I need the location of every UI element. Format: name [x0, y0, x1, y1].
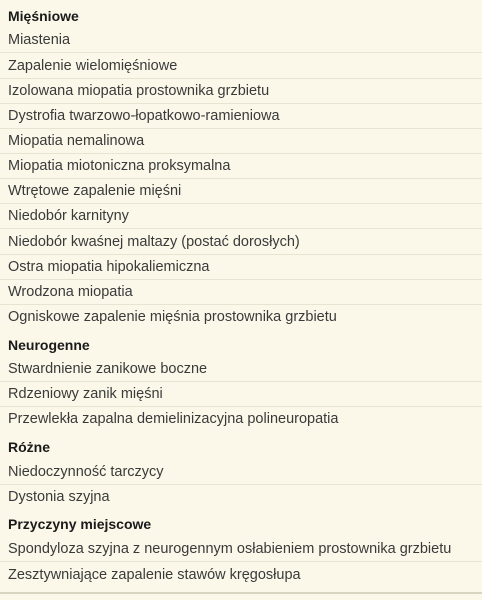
list-item: Stwardnienie zanikowe boczne: [0, 357, 482, 382]
list-item: Niedobór kwaśnej maltazy (postać dorosłych): [0, 230, 482, 255]
list-item: Dystrofia twarzowo-łopatkowo-ramieniowa: [0, 104, 482, 129]
list-item: Spondyloza szyjna z neurogennym osłabieniem prostownika grzbietu: [0, 537, 482, 562]
list-item: Ostra miopatia hipokaliemiczna: [0, 255, 482, 280]
list-item: Izolowana miopatia prostownika grzbietu: [0, 79, 482, 104]
section-heading-other: Różne: [8, 439, 50, 455]
list-item: Miopatia nemalinowa: [0, 129, 482, 154]
list-item: Rdzeniowy zanik mięśni: [0, 382, 482, 407]
section-heading-local-causes: Przyczyny miejscowe: [8, 516, 152, 532]
list-item: Niedobór karnityny: [0, 204, 482, 229]
section-heading-muscular: Mięśniowe: [8, 8, 79, 24]
list-item: Zesztywniające zapalenie stawów kręgosłupa: [8, 567, 301, 583]
list-item: Niedoczynność tarczycy: [0, 460, 482, 485]
list-item: Miopatia miotoniczna proksymalna: [0, 154, 482, 179]
list-item: Wtrętowe zapalenie mięśni: [0, 179, 482, 204]
section-heading-neurogenic: Neurogenne: [8, 337, 90, 353]
list-item: Zapalenie wielomięśniowe: [0, 54, 482, 79]
list-item: Przewlekła zapalna demielinizacyjna polineuropatia: [8, 411, 339, 427]
list-item: Wrodzona miopatia: [0, 280, 482, 305]
bottom-rule: [0, 592, 482, 594]
list-item: Dystonia szyjna: [8, 489, 110, 505]
list-item: Ogniskowe zapalenie mięśnia prostownika grzbietu: [8, 309, 337, 325]
list-item: Miastenia: [0, 28, 482, 53]
